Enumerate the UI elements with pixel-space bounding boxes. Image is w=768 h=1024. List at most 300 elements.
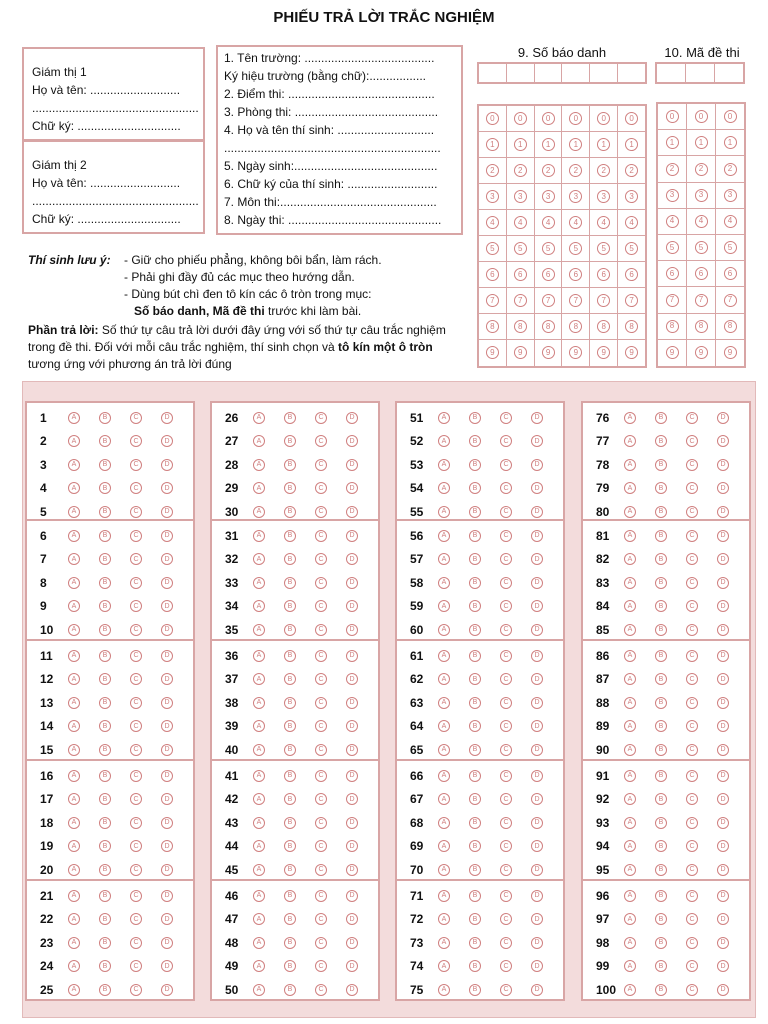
option-b-bubble[interactable]: B xyxy=(99,984,111,996)
option-d-bubble[interactable]: D xyxy=(531,960,543,972)
option-a-bubble[interactable]: A xyxy=(68,435,80,447)
option-c-bubble[interactable]: C xyxy=(686,937,698,949)
option-c-bubble[interactable]: C xyxy=(500,984,512,996)
option-d-bubble[interactable]: D xyxy=(717,624,729,636)
option-a-bubble[interactable]: A xyxy=(68,482,80,494)
option-d-bubble[interactable]: D xyxy=(346,506,358,518)
digit-bubble[interactable]: 3 xyxy=(486,190,499,203)
option-a-bubble[interactable]: A xyxy=(624,577,636,589)
entry-cell[interactable] xyxy=(618,64,645,82)
option-b-bubble[interactable]: B xyxy=(99,890,111,902)
option-d-bubble[interactable]: D xyxy=(531,984,543,996)
digit-bubble[interactable]: 2 xyxy=(695,163,708,176)
option-a-bubble[interactable]: A xyxy=(438,937,450,949)
option-c-bubble[interactable]: C xyxy=(686,600,698,612)
option-b-bubble[interactable]: B xyxy=(655,673,667,685)
digit-bubble[interactable]: 5 xyxy=(486,242,499,255)
option-d-bubble[interactable]: D xyxy=(531,673,543,685)
sbd-entry-cells[interactable] xyxy=(477,62,647,84)
option-d-bubble[interactable]: D xyxy=(531,553,543,565)
option-d-bubble[interactable]: D xyxy=(531,459,543,471)
digit-bubble[interactable]: 8 xyxy=(514,320,527,333)
option-a-bubble[interactable]: A xyxy=(438,577,450,589)
option-c-bubble[interactable]: C xyxy=(315,459,327,471)
option-a-bubble[interactable]: A xyxy=(438,913,450,925)
option-c-bubble[interactable]: C xyxy=(315,937,327,949)
option-c-bubble[interactable]: C xyxy=(686,913,698,925)
option-d-bubble[interactable]: D xyxy=(161,412,173,424)
digit-bubble[interactable]: 6 xyxy=(514,268,527,281)
digit-bubble[interactable]: 3 xyxy=(724,189,737,202)
option-b-bubble[interactable]: B xyxy=(284,673,296,685)
digit-bubble[interactable]: 5 xyxy=(542,242,555,255)
option-b-bubble[interactable]: B xyxy=(469,624,481,636)
option-c-bubble[interactable]: C xyxy=(315,890,327,902)
option-a-bubble[interactable]: A xyxy=(68,793,80,805)
option-c-bubble[interactable]: C xyxy=(500,770,512,782)
option-b-bubble[interactable]: B xyxy=(99,770,111,782)
option-a-bubble[interactable]: A xyxy=(253,624,265,636)
digit-bubble[interactable]: 4 xyxy=(666,215,679,228)
option-d-bubble[interactable]: D xyxy=(161,937,173,949)
option-a-bubble[interactable]: A xyxy=(68,577,80,589)
option-b-bubble[interactable]: B xyxy=(99,673,111,685)
option-d-bubble[interactable]: D xyxy=(346,913,358,925)
option-b-bubble[interactable]: B xyxy=(655,459,667,471)
option-b-bubble[interactable]: B xyxy=(655,624,667,636)
option-d-bubble[interactable]: D xyxy=(717,673,729,685)
option-b-bubble[interactable]: B xyxy=(284,435,296,447)
digit-bubble[interactable]: 3 xyxy=(514,190,527,203)
digit-bubble[interactable]: 3 xyxy=(597,190,610,203)
option-b-bubble[interactable]: B xyxy=(99,744,111,756)
option-c-bubble[interactable]: C xyxy=(500,435,512,447)
option-d-bubble[interactable]: D xyxy=(531,624,543,636)
option-c-bubble[interactable]: C xyxy=(315,600,327,612)
option-c-bubble[interactable]: C xyxy=(686,697,698,709)
option-d-bubble[interactable]: D xyxy=(346,600,358,612)
option-d-bubble[interactable]: D xyxy=(346,624,358,636)
option-c-bubble[interactable]: C xyxy=(500,793,512,805)
option-d-bubble[interactable]: D xyxy=(346,937,358,949)
option-a-bubble[interactable]: A xyxy=(68,553,80,565)
option-b-bubble[interactable]: B xyxy=(284,770,296,782)
option-a-bubble[interactable]: A xyxy=(68,744,80,756)
option-d-bubble[interactable]: D xyxy=(161,553,173,565)
option-a-bubble[interactable]: A xyxy=(68,600,80,612)
option-d-bubble[interactable]: D xyxy=(161,482,173,494)
option-c-bubble[interactable]: C xyxy=(686,412,698,424)
option-c-bubble[interactable]: C xyxy=(686,817,698,829)
option-d-bubble[interactable]: D xyxy=(346,673,358,685)
option-a-bubble[interactable]: A xyxy=(68,624,80,636)
option-a-bubble[interactable]: A xyxy=(624,600,636,612)
digit-bubble[interactable]: 1 xyxy=(542,138,555,151)
option-c-bubble[interactable]: C xyxy=(500,482,512,494)
option-c-bubble[interactable]: C xyxy=(500,624,512,636)
option-b-bubble[interactable]: B xyxy=(99,577,111,589)
option-a-bubble[interactable]: A xyxy=(438,624,450,636)
option-a-bubble[interactable]: A xyxy=(253,744,265,756)
option-c-bubble[interactable]: C xyxy=(686,506,698,518)
option-b-bubble[interactable]: B xyxy=(284,864,296,876)
option-d-bubble[interactable]: D xyxy=(717,744,729,756)
digit-bubble[interactable]: 8 xyxy=(695,320,708,333)
option-c-bubble[interactable]: C xyxy=(315,913,327,925)
option-d-bubble[interactable]: D xyxy=(717,793,729,805)
option-c-bubble[interactable]: C xyxy=(686,744,698,756)
option-a-bubble[interactable]: A xyxy=(438,840,450,852)
option-b-bubble[interactable]: B xyxy=(284,530,296,542)
option-a-bubble[interactable]: A xyxy=(438,530,450,542)
option-c-bubble[interactable]: C xyxy=(130,530,142,542)
option-d-bubble[interactable]: D xyxy=(717,697,729,709)
option-a-bubble[interactable]: A xyxy=(253,913,265,925)
digit-bubble[interactable]: 9 xyxy=(597,346,610,359)
option-b-bubble[interactable]: B xyxy=(99,459,111,471)
option-b-bubble[interactable]: B xyxy=(655,650,667,662)
option-c-bubble[interactable]: C xyxy=(686,984,698,996)
option-a-bubble[interactable]: A xyxy=(253,412,265,424)
option-b-bubble[interactable]: B xyxy=(655,984,667,996)
digit-bubble[interactable]: 5 xyxy=(514,242,527,255)
option-b-bubble[interactable]: B xyxy=(284,890,296,902)
option-d-bubble[interactable]: D xyxy=(346,864,358,876)
digit-bubble[interactable]: 5 xyxy=(625,242,638,255)
option-d-bubble[interactable]: D xyxy=(717,506,729,518)
option-b-bubble[interactable]: B xyxy=(469,864,481,876)
option-a-bubble[interactable]: A xyxy=(253,960,265,972)
digit-bubble[interactable]: 7 xyxy=(542,294,555,307)
option-d-bubble[interactable]: D xyxy=(531,412,543,424)
option-c-bubble[interactable]: C xyxy=(500,697,512,709)
option-d-bubble[interactable]: D xyxy=(531,435,543,447)
option-a-bubble[interactable]: A xyxy=(624,770,636,782)
option-c-bubble[interactable]: C xyxy=(315,673,327,685)
option-d-bubble[interactable]: D xyxy=(717,864,729,876)
option-a-bubble[interactable]: A xyxy=(624,506,636,518)
digit-bubble[interactable]: 0 xyxy=(666,110,679,123)
option-b-bubble[interactable]: B xyxy=(469,600,481,612)
option-b-bubble[interactable]: B xyxy=(469,412,481,424)
option-c-bubble[interactable]: C xyxy=(686,577,698,589)
option-b-bubble[interactable]: B xyxy=(99,624,111,636)
option-d-bubble[interactable]: D xyxy=(346,530,358,542)
entry-cell[interactable] xyxy=(590,64,618,82)
digit-bubble[interactable]: 0 xyxy=(625,112,638,125)
option-d-bubble[interactable]: D xyxy=(346,553,358,565)
option-a-bubble[interactable]: A xyxy=(68,937,80,949)
option-d-bubble[interactable]: D xyxy=(717,770,729,782)
option-c-bubble[interactable]: C xyxy=(130,600,142,612)
option-d-bubble[interactable]: D xyxy=(161,984,173,996)
option-d-bubble[interactable]: D xyxy=(531,817,543,829)
option-a-bubble[interactable]: A xyxy=(68,984,80,996)
option-b-bubble[interactable]: B xyxy=(469,506,481,518)
option-b-bubble[interactable]: B xyxy=(655,817,667,829)
option-b-bubble[interactable]: B xyxy=(655,600,667,612)
option-a-bubble[interactable]: A xyxy=(253,937,265,949)
option-b-bubble[interactable]: B xyxy=(99,506,111,518)
option-b-bubble[interactable]: B xyxy=(469,650,481,662)
option-a-bubble[interactable]: A xyxy=(253,697,265,709)
option-c-bubble[interactable]: C xyxy=(686,553,698,565)
option-c-bubble[interactable]: C xyxy=(500,412,512,424)
option-a-bubble[interactable]: A xyxy=(253,770,265,782)
digit-bubble[interactable]: 6 xyxy=(486,268,499,281)
digit-bubble[interactable]: 4 xyxy=(569,216,582,229)
digit-bubble[interactable]: 1 xyxy=(514,138,527,151)
option-a-bubble[interactable]: A xyxy=(438,984,450,996)
digit-bubble[interactable]: 3 xyxy=(569,190,582,203)
option-a-bubble[interactable]: A xyxy=(253,984,265,996)
digit-bubble[interactable]: 7 xyxy=(695,294,708,307)
option-c-bubble[interactable]: C xyxy=(130,412,142,424)
option-d-bubble[interactable]: D xyxy=(531,720,543,732)
option-b-bubble[interactable]: B xyxy=(99,793,111,805)
option-c-bubble[interactable]: C xyxy=(315,482,327,494)
option-c-bubble[interactable]: C xyxy=(686,770,698,782)
digit-bubble[interactable]: 0 xyxy=(542,112,555,125)
option-b-bubble[interactable]: B xyxy=(284,459,296,471)
option-b-bubble[interactable]: B xyxy=(99,553,111,565)
option-d-bubble[interactable]: D xyxy=(531,482,543,494)
option-b-bubble[interactable]: B xyxy=(469,553,481,565)
option-b-bubble[interactable]: B xyxy=(655,697,667,709)
option-b-bubble[interactable]: B xyxy=(655,840,667,852)
digit-bubble[interactable]: 8 xyxy=(666,320,679,333)
option-d-bubble[interactable]: D xyxy=(346,459,358,471)
digit-bubble[interactable]: 6 xyxy=(695,267,708,280)
option-a-bubble[interactable]: A xyxy=(438,600,450,612)
option-d-bubble[interactable]: D xyxy=(346,482,358,494)
option-a-bubble[interactable]: A xyxy=(624,840,636,852)
option-b-bubble[interactable]: B xyxy=(469,435,481,447)
option-d-bubble[interactable]: D xyxy=(161,506,173,518)
option-b-bubble[interactable]: B xyxy=(99,530,111,542)
option-a-bubble[interactable]: A xyxy=(438,720,450,732)
digit-bubble[interactable]: 5 xyxy=(597,242,610,255)
digit-bubble[interactable]: 8 xyxy=(625,320,638,333)
option-c-bubble[interactable]: C xyxy=(500,577,512,589)
option-b-bubble[interactable]: B xyxy=(469,984,481,996)
option-b-bubble[interactable]: B xyxy=(99,435,111,447)
option-b-bubble[interactable]: B xyxy=(655,913,667,925)
option-c-bubble[interactable]: C xyxy=(686,482,698,494)
entry-cell[interactable] xyxy=(479,64,507,82)
option-d-bubble[interactable]: D xyxy=(346,435,358,447)
option-b-bubble[interactable]: B xyxy=(284,412,296,424)
digit-bubble[interactable]: 8 xyxy=(486,320,499,333)
option-b-bubble[interactable]: B xyxy=(655,412,667,424)
option-c-bubble[interactable]: C xyxy=(315,984,327,996)
entry-cell[interactable] xyxy=(715,64,743,82)
option-a-bubble[interactable]: A xyxy=(438,864,450,876)
option-a-bubble[interactable]: A xyxy=(68,506,80,518)
option-b-bubble[interactable]: B xyxy=(99,840,111,852)
digit-bubble[interactable]: 2 xyxy=(542,164,555,177)
option-a-bubble[interactable]: A xyxy=(253,506,265,518)
option-c-bubble[interactable]: C xyxy=(130,435,142,447)
option-d-bubble[interactable]: D xyxy=(717,553,729,565)
option-a-bubble[interactable]: A xyxy=(253,530,265,542)
option-d-bubble[interactable]: D xyxy=(346,770,358,782)
option-d-bubble[interactable]: D xyxy=(161,697,173,709)
option-b-bubble[interactable]: B xyxy=(655,530,667,542)
option-a-bubble[interactable]: A xyxy=(624,720,636,732)
option-b-bubble[interactable]: B xyxy=(284,650,296,662)
option-d-bubble[interactable]: D xyxy=(161,913,173,925)
digit-bubble[interactable]: 2 xyxy=(514,164,527,177)
digit-bubble[interactable]: 5 xyxy=(724,241,737,254)
option-c-bubble[interactable]: C xyxy=(686,864,698,876)
digit-bubble[interactable]: 7 xyxy=(514,294,527,307)
option-c-bubble[interactable]: C xyxy=(500,913,512,925)
option-a-bubble[interactable]: A xyxy=(624,984,636,996)
option-c-bubble[interactable]: C xyxy=(130,577,142,589)
option-d-bubble[interactable]: D xyxy=(346,984,358,996)
option-d-bubble[interactable]: D xyxy=(717,600,729,612)
option-b-bubble[interactable]: B xyxy=(655,577,667,589)
option-d-bubble[interactable]: D xyxy=(346,412,358,424)
option-a-bubble[interactable]: A xyxy=(624,650,636,662)
option-a-bubble[interactable]: A xyxy=(438,506,450,518)
option-a-bubble[interactable]: A xyxy=(624,482,636,494)
option-d-bubble[interactable]: D xyxy=(161,744,173,756)
option-a-bubble[interactable]: A xyxy=(68,913,80,925)
option-c-bubble[interactable]: C xyxy=(130,817,142,829)
option-a-bubble[interactable]: A xyxy=(438,817,450,829)
option-a-bubble[interactable]: A xyxy=(624,793,636,805)
option-c-bubble[interactable]: C xyxy=(500,744,512,756)
option-c-bubble[interactable]: C xyxy=(130,960,142,972)
option-a-bubble[interactable]: A xyxy=(438,459,450,471)
option-c-bubble[interactable]: C xyxy=(315,960,327,972)
digit-bubble[interactable]: 0 xyxy=(486,112,499,125)
option-d-bubble[interactable]: D xyxy=(161,600,173,612)
digit-bubble[interactable]: 3 xyxy=(542,190,555,203)
option-b-bubble[interactable]: B xyxy=(99,412,111,424)
option-a-bubble[interactable]: A xyxy=(624,960,636,972)
option-a-bubble[interactable]: A xyxy=(253,793,265,805)
option-d-bubble[interactable]: D xyxy=(717,937,729,949)
option-c-bubble[interactable]: C xyxy=(315,506,327,518)
option-b-bubble[interactable]: B xyxy=(655,890,667,902)
option-d-bubble[interactable]: D xyxy=(161,720,173,732)
digit-bubble[interactable]: 4 xyxy=(695,215,708,228)
digit-bubble[interactable]: 8 xyxy=(597,320,610,333)
option-a-bubble[interactable]: A xyxy=(253,673,265,685)
option-a-bubble[interactable]: A xyxy=(624,673,636,685)
option-b-bubble[interactable]: B xyxy=(284,793,296,805)
option-c-bubble[interactable]: C xyxy=(500,459,512,471)
digit-bubble[interactable]: 4 xyxy=(597,216,610,229)
option-b-bubble[interactable]: B xyxy=(99,482,111,494)
option-a-bubble[interactable]: A xyxy=(624,744,636,756)
option-a-bubble[interactable]: A xyxy=(624,937,636,949)
option-b-bubble[interactable]: B xyxy=(99,913,111,925)
digit-bubble[interactable]: 9 xyxy=(695,346,708,359)
digit-bubble[interactable]: 3 xyxy=(695,189,708,202)
option-d-bubble[interactable]: D xyxy=(717,960,729,972)
option-d-bubble[interactable]: D xyxy=(717,840,729,852)
entry-cell[interactable] xyxy=(507,64,535,82)
option-d-bubble[interactable]: D xyxy=(161,673,173,685)
option-c-bubble[interactable]: C xyxy=(500,720,512,732)
option-b-bubble[interactable]: B xyxy=(469,793,481,805)
option-c-bubble[interactable]: C xyxy=(315,650,327,662)
digit-bubble[interactable]: 2 xyxy=(569,164,582,177)
digit-bubble[interactable]: 7 xyxy=(666,294,679,307)
option-c-bubble[interactable]: C xyxy=(315,817,327,829)
digit-bubble[interactable]: 3 xyxy=(666,189,679,202)
option-d-bubble[interactable]: D xyxy=(717,530,729,542)
option-b-bubble[interactable]: B xyxy=(655,553,667,565)
option-d-bubble[interactable]: D xyxy=(161,577,173,589)
option-a-bubble[interactable]: A xyxy=(624,864,636,876)
option-a-bubble[interactable]: A xyxy=(68,530,80,542)
option-a-bubble[interactable]: A xyxy=(68,720,80,732)
option-d-bubble[interactable]: D xyxy=(161,960,173,972)
option-d-bubble[interactable]: D xyxy=(346,960,358,972)
option-d-bubble[interactable]: D xyxy=(717,482,729,494)
option-c-bubble[interactable]: C xyxy=(686,530,698,542)
option-a-bubble[interactable]: A xyxy=(438,770,450,782)
digit-bubble[interactable]: 3 xyxy=(625,190,638,203)
option-d-bubble[interactable]: D xyxy=(531,913,543,925)
option-a-bubble[interactable]: A xyxy=(68,459,80,471)
option-d-bubble[interactable]: D xyxy=(346,817,358,829)
option-c-bubble[interactable]: C xyxy=(315,697,327,709)
option-a-bubble[interactable]: A xyxy=(68,412,80,424)
option-d-bubble[interactable]: D xyxy=(531,530,543,542)
option-a-bubble[interactable]: A xyxy=(253,840,265,852)
option-d-bubble[interactable]: D xyxy=(531,937,543,949)
option-a-bubble[interactable]: A xyxy=(68,650,80,662)
option-b-bubble[interactable]: B xyxy=(655,506,667,518)
digit-bubble[interactable]: 1 xyxy=(597,138,610,151)
option-c-bubble[interactable]: C xyxy=(315,530,327,542)
option-b-bubble[interactable]: B xyxy=(284,937,296,949)
option-b-bubble[interactable]: B xyxy=(655,435,667,447)
option-b-bubble[interactable]: B xyxy=(284,482,296,494)
digit-bubble[interactable]: 6 xyxy=(625,268,638,281)
option-b-bubble[interactable]: B xyxy=(99,937,111,949)
digit-bubble[interactable]: 1 xyxy=(569,138,582,151)
option-d-bubble[interactable]: D xyxy=(161,650,173,662)
digit-bubble[interactable]: 8 xyxy=(542,320,555,333)
digit-bubble[interactable]: 1 xyxy=(695,136,708,149)
option-d-bubble[interactable]: D xyxy=(346,697,358,709)
option-d-bubble[interactable]: D xyxy=(161,530,173,542)
digit-bubble[interactable]: 0 xyxy=(695,110,708,123)
option-d-bubble[interactable]: D xyxy=(531,577,543,589)
option-b-bubble[interactable]: B xyxy=(469,937,481,949)
digit-bubble[interactable]: 7 xyxy=(625,294,638,307)
option-a-bubble[interactable]: A xyxy=(438,960,450,972)
option-a-bubble[interactable]: A xyxy=(253,817,265,829)
option-a-bubble[interactable]: A xyxy=(253,435,265,447)
option-c-bubble[interactable]: C xyxy=(130,770,142,782)
digit-bubble[interactable]: 9 xyxy=(569,346,582,359)
digit-bubble[interactable]: 0 xyxy=(569,112,582,125)
option-a-bubble[interactable]: A xyxy=(624,530,636,542)
option-c-bubble[interactable]: C xyxy=(686,793,698,805)
option-c-bubble[interactable]: C xyxy=(315,770,327,782)
option-c-bubble[interactable]: C xyxy=(315,624,327,636)
digit-bubble[interactable]: 0 xyxy=(724,110,737,123)
option-a-bubble[interactable]: A xyxy=(253,482,265,494)
